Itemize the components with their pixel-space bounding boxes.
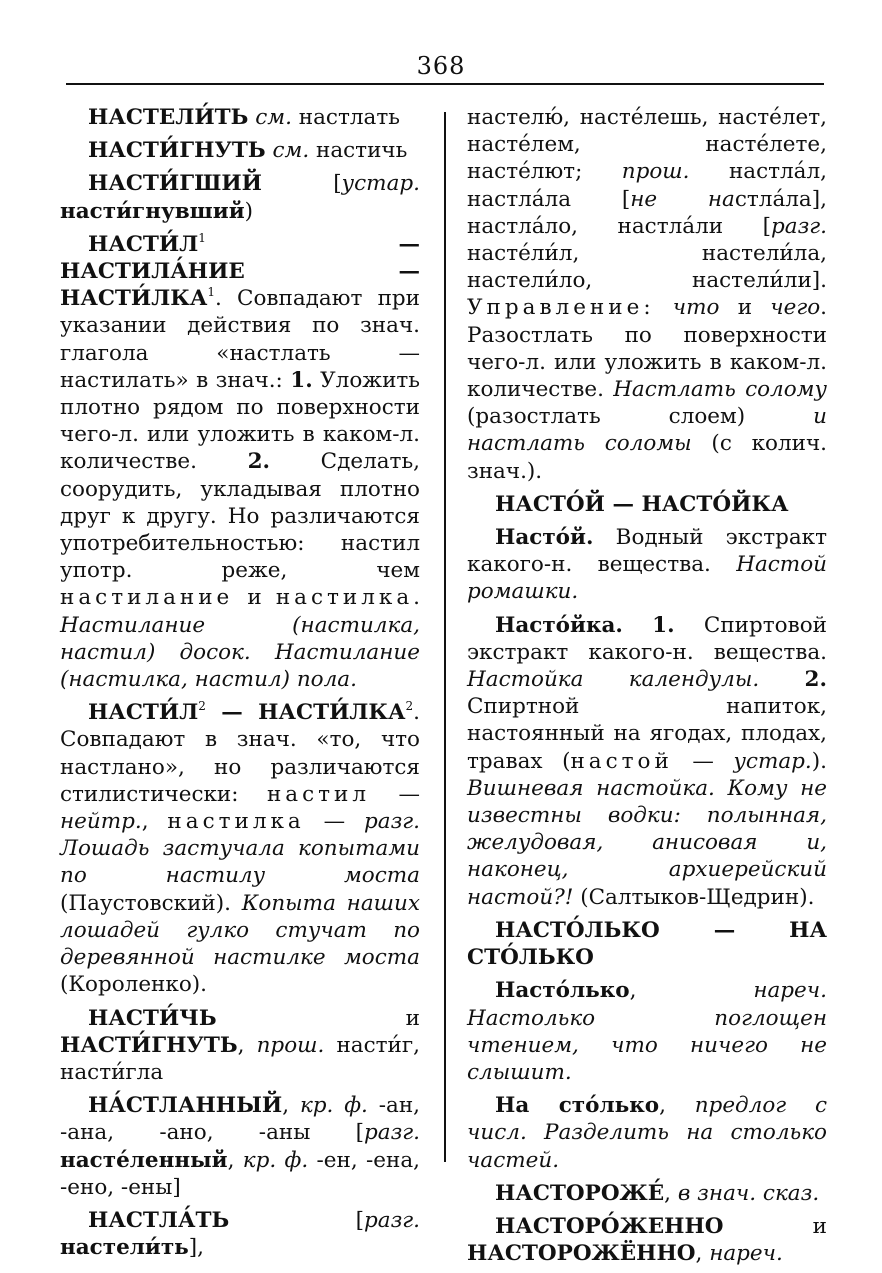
header-rule [66, 83, 824, 85]
dictionary-entry [60, 699, 420, 998]
headword: Насто́лько [495, 978, 630, 1004]
headword: насти́гнувший [60, 198, 245, 224]
entry-text: нейтр. [60, 809, 142, 835]
entry-text: , [664, 1180, 678, 1206]
headword: Насто́йка. [495, 612, 623, 638]
entry-text: см. [272, 138, 310, 164]
headword: На сто́лько [495, 1093, 660, 1119]
headword: НАСТОРОЖЁННО [467, 1241, 696, 1267]
entry-text: Вишневая настойка. Кому не известны водки: полынная, желудовая, анисовая и, наконец, архиерейский настой?! [467, 775, 827, 910]
entry-text [759, 667, 804, 692]
entry-text: устар. [733, 748, 812, 774]
entry-text: -ен, -ена, -ено, -ены] [60, 1147, 421, 1200]
entry-text: в знач. сказ. [677, 1180, 820, 1206]
entry-text: Настой ромашки. [467, 552, 827, 605]
headword: настели́ть [60, 1235, 189, 1261]
headword: НАСТОРО́ЖЕННО [495, 1213, 724, 1239]
dictionary-entry [60, 104, 420, 131]
dictionary-entry [60, 1207, 420, 1261]
dictionary-entry [467, 612, 827, 911]
column-divider [444, 112, 446, 1162]
entry-text: , [282, 1093, 300, 1119]
entry-text: — [370, 781, 420, 807]
headword: НАСТИ́Л [88, 700, 199, 726]
entry-text: нареч. [709, 1241, 783, 1267]
entry-text: настой [570, 748, 673, 774]
dictionary-entry [60, 1005, 420, 1087]
entry-text: настилание [60, 585, 234, 611]
entry-text: Настлать солому [613, 377, 827, 403]
entry-text: не [630, 186, 658, 212]
headword: НАСТИ́ГНУТЬ [60, 1032, 238, 1058]
entry-text: предлог с числ. Разделить на столько частей. [467, 1093, 827, 1173]
headword: 1. [290, 367, 313, 393]
entry-text: Настилание (настилка, настил) досок. Настилание (настилка, настил) пола. [60, 612, 420, 693]
homonym-index: 1 [198, 230, 206, 245]
entry-text: , [629, 978, 754, 1004]
headword: НАСТИ́ГШИЙ [88, 171, 262, 197]
headword: 1. [652, 612, 675, 638]
entry-text: насте́ли́л, настели́ла, настели́ло, настели́ли]. [467, 241, 827, 294]
dictionary-entry [467, 1180, 827, 1207]
homonym-index: 2 [198, 699, 206, 714]
entry-text: стла́ла], настла́ло, настла́ли [ [467, 186, 827, 239]
headword: НАСТИ́Л [88, 231, 199, 257]
entry-text: , [237, 1032, 257, 1058]
entry-text: настилка [167, 809, 305, 835]
entry-text: насти́г, насти́гла [60, 1032, 420, 1085]
headword: НА́СТЛАННЫЙ [88, 1093, 283, 1119]
headword: НАСТИ́ГНУТЬ [88, 138, 266, 164]
entry-text: разг. [363, 1207, 420, 1233]
entry-text: ) [244, 198, 254, 224]
entry-text [655, 295, 673, 320]
entry-text: ], [188, 1235, 205, 1261]
entry-text: . Совпадают в знач. «то, что настлано», но различаются стилистически: [60, 700, 420, 807]
headword: НАСТО́ЛЬКО — НА СТО́ЛЬКО [467, 917, 827, 971]
entry-text: и [216, 1005, 420, 1031]
entry-text: настла́л, настла́ла [ [467, 159, 827, 212]
entry-text: настлать [291, 105, 400, 130]
entry-text: настелю́, насте́лешь, насте́лет, насте́лем, насте́лете, насте́лют; [467, 105, 827, 185]
dictionary-entry [60, 137, 420, 164]
headword: Насто́й. [495, 525, 594, 551]
dictionary-entry [60, 1092, 420, 1201]
dictionary-entry [60, 231, 420, 693]
entry-text: — [672, 748, 734, 774]
entry-text: и [233, 585, 276, 611]
entry-text: Копыта наших лошадей гулко стучат по деревянной настилке моста [60, 890, 420, 971]
entry-text: прош. [256, 1032, 325, 1058]
entry-text: чего [770, 295, 821, 321]
entry-text: Спиртовой экстракт какого-н. вещества. [467, 612, 827, 665]
dictionary-entry [467, 917, 827, 971]
headword: НАСТЛА́ТЬ [88, 1207, 230, 1233]
homonym-index: 1 [207, 285, 215, 300]
dictionary-entry [467, 104, 827, 485]
entry-text: Водный экстракт какого-н. вещества. [467, 525, 827, 578]
left-column [60, 104, 420, 1267]
page-number: 368 [416, 52, 466, 80]
right-column [467, 104, 827, 1273]
homonym-index: 2 [405, 699, 414, 714]
entry-text: прош. [621, 159, 690, 185]
entry-text: нареч. Настолько поглощен чтением, что ничего не слышит. [467, 978, 827, 1085]
entry-text: [ [229, 1207, 364, 1233]
dictionary-entry [467, 491, 827, 518]
entry-text: разг. [770, 213, 827, 239]
entry-text: настил [266, 781, 371, 807]
entry-text: Сделать, соорудить, укладывая плотно друг к другу. Но различаются употребительностью: настил употр. реже, чем [60, 449, 420, 584]
headword: НАСТОРОЖЕ́ [495, 1180, 665, 1206]
entry-text: Спиртной напиток, настоянный на ягодах, плодах, травах ( [467, 694, 827, 774]
entry-text: что [672, 295, 720, 321]
entry-text [623, 613, 652, 638]
headword: НАСТЕЛИ́ТЬ [88, 105, 249, 130]
headword: НАСТО́Й — НАСТО́ЙКА [495, 491, 789, 517]
entry-text: . Совпадают при указании действия по знач. глагола «настлать — настилать» в знач.: [60, 286, 420, 393]
dictionary-entry [467, 977, 827, 1086]
entry-text: (Салтыков-Щедрин). [573, 884, 815, 910]
entry-text: , [659, 1093, 695, 1119]
entry-text: на [707, 186, 735, 212]
entry-text: и [719, 295, 771, 321]
headword: насте́ленный [60, 1147, 228, 1173]
entry-text: (с колич. знач.). [467, 431, 827, 484]
entry-text: Управление: [467, 295, 655, 321]
entry-text: (разостлать слоем) [467, 404, 814, 430]
headword: — НАСТИ́ЛКА [205, 700, 406, 726]
entry-text: настичь [309, 138, 408, 164]
entry-text: и [723, 1213, 827, 1239]
entry-text: , [141, 809, 168, 835]
entry-text: — [304, 809, 364, 835]
entry-text: Уложить плотно рядом по поверхности чего-л. или уложить в каком-л. количестве. [60, 367, 420, 475]
headword: НАСТИ́ЧЬ [88, 1005, 217, 1031]
entry-text: ). [811, 748, 827, 774]
entry-text: разг. Лошадь застучала копытами по настилу моста [60, 809, 420, 889]
dictionary-entry [467, 1213, 827, 1267]
headword: 2. [247, 449, 271, 475]
entry-text: (Паустовский). [60, 890, 242, 916]
entry-text: кр. ф. [242, 1147, 309, 1173]
entry-text: . Разостлать по поверхности чего-л. или уложить в каком-л. количестве. [467, 295, 828, 403]
entry-text: (Короленко). [60, 972, 207, 998]
entry-text: и настлать соломы [467, 404, 827, 457]
entry-text: -ан, -ана, -ано, -аны [ [60, 1093, 420, 1146]
headword: — НАСТИЛА́НИЕ — НАСТИ́ЛКА [60, 231, 420, 312]
entry-text: настилка [275, 585, 414, 611]
entry-text: устар. [341, 171, 420, 197]
entry-text: разг. [363, 1120, 420, 1146]
dictionary-entry [467, 1092, 827, 1174]
entry-text: , [227, 1147, 243, 1173]
entry-text: кр. ф. [299, 1093, 368, 1119]
entry-text: [ [261, 171, 342, 197]
dictionary-entry [467, 524, 827, 606]
entry-text: см. [255, 105, 292, 130]
entry-text [657, 187, 708, 212]
dictionary-entry [60, 170, 420, 224]
entry-text: . [413, 585, 420, 611]
entry-text: , [695, 1241, 710, 1267]
entry-text: Настойка календулы. [467, 667, 760, 693]
headword: 2. [804, 667, 827, 693]
